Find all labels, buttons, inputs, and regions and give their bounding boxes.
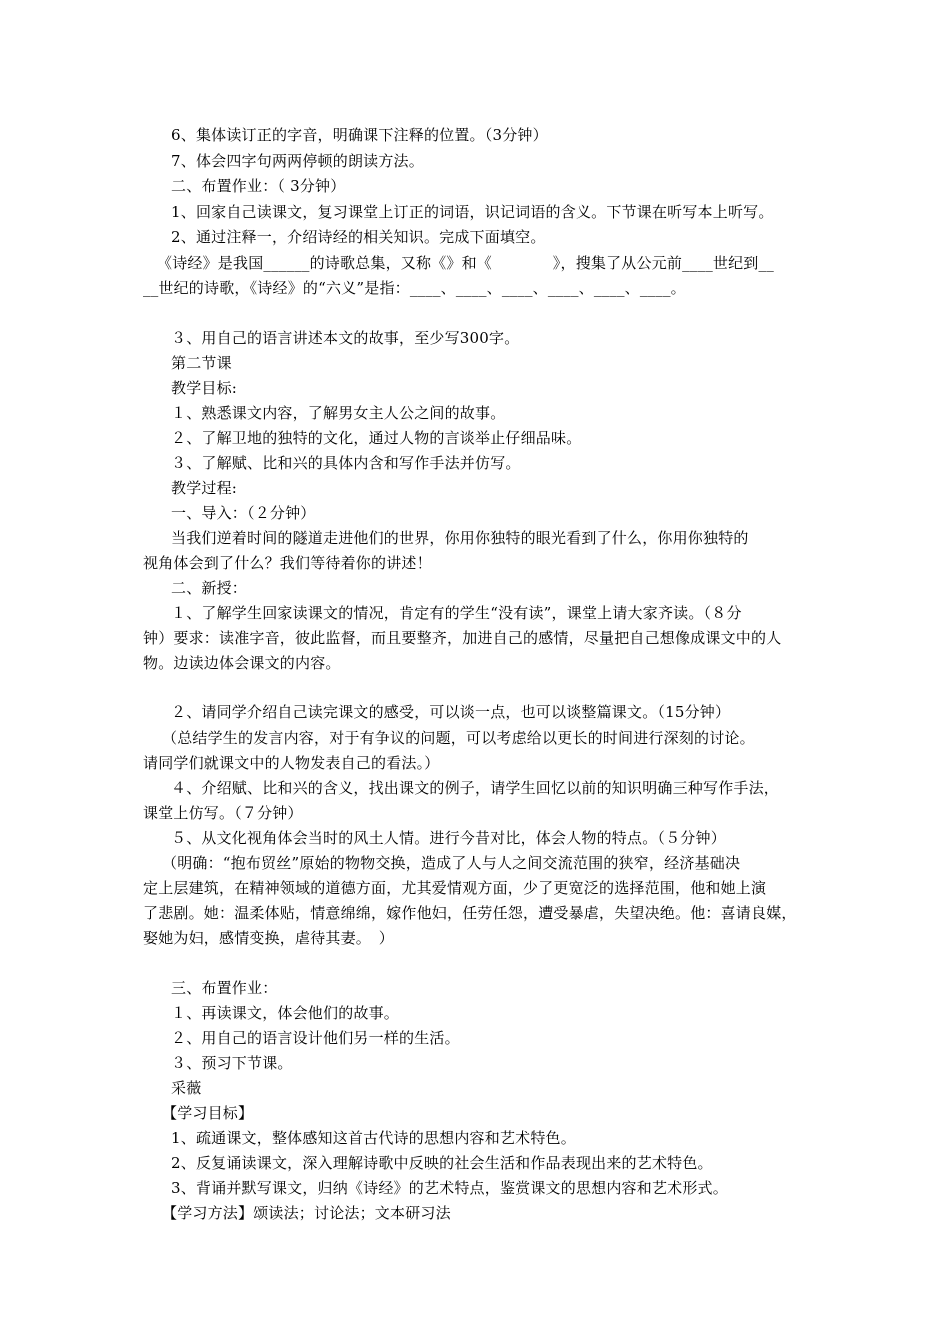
text-line: 三、布置作业：: [171, 979, 278, 997]
text-line: __世纪的诗歌，《诗经》的“六义”是指：____、____、____、____、____、____。: [143, 279, 686, 297]
text-line: 请同学们就课文中的人物发表自己的看法。）: [143, 754, 440, 772]
text-line: 课堂上仿写。（７分钟）: [143, 804, 303, 822]
text-line: １、了解学生回家读课文的情况，肯定有的学生“没有读”，课堂上请大家齐读。（８分: [171, 604, 742, 622]
text-line: 3、背诵并默写课文，归纳《诗经》的艺术特点，鉴赏课文的思想内容和艺术形式。: [171, 1179, 728, 1197]
text-line: 2、通过注释一，介绍诗经的相关知识。完成下面填空。: [171, 228, 546, 246]
text-line: ３、用自己的语言讲述本文的故事，至少写300字。: [171, 329, 520, 347]
text-line: 1、回家自己读课文，复习课堂上订正的词语，识记词语的含义。下节课在听写本上听写。: [171, 203, 774, 221]
text-line: 7、体会四字句两两停顿的朗读方法。: [171, 152, 424, 170]
section-heading: 第二节课: [171, 354, 232, 372]
text-line: ２、请同学介绍自己读完课文的感受，可以谈一点，也可以谈整篇课文。（15分钟）: [171, 703, 731, 721]
text-line: 视角体会到了什么？我们等待着你的讲述！: [143, 554, 432, 572]
text-line: １、再读课文，体会他们的故事。: [171, 1004, 400, 1022]
text-line: 2、反复诵读课文，深入理解诗歌中反映的社会生活和作品表现出来的艺术特色。: [171, 1154, 713, 1172]
text-line: 《诗经》是我国______的诗歌总集，又称《》和《 》，搜集了从公元前____世纪到__: [157, 254, 774, 272]
text-line: 当我们逆着时间的隧道走进他们的世界，你用你独特的眼光看到了什么，你用你独特的: [171, 529, 749, 547]
text-line: （明确：“抱布贸丝”原始的物物交换，造成了人与人之间交流范围的狭窄，经济基础决: [162, 854, 741, 872]
text-line: 娶她为妇，感情变换，虐待其妻。 ）: [143, 929, 394, 947]
text-line: 钟）要求：读准字音，彼此监督，而且要整齐，加进自己的感情，尽量把自己想像成课文中的人: [143, 629, 782, 647]
text-line: ４、介绍赋、比和兴的含义，找出课文的例子，请学生回忆以前的知识明确三种写作手法，: [171, 779, 780, 797]
text-line: ２、了解卫地的独特的文化，通过人物的言谈举止仔细品味。: [171, 429, 582, 447]
text-line: 一、导入：（２分钟）: [171, 504, 316, 522]
text-line: （总结学生的发言内容，对于有争议的问题，可以考虑给以更长的时间进行深刻的讨论。: [162, 729, 755, 747]
text-line: 物。边读边体会课文的内容。: [143, 654, 341, 672]
text-line: 二、布置作业：（ 3分钟）: [171, 177, 346, 195]
text-line: ３、预习下节课。: [171, 1054, 293, 1072]
text-line: 1、疏通课文，整体感知这首古代诗的思想内容和艺术特色。: [171, 1129, 576, 1147]
text-line: ２、用自己的语言设计他们另一样的生活。: [171, 1029, 460, 1047]
text-line: 6、集体读订正的字音，明确课下注释的位置。（3分钟）: [171, 126, 548, 144]
text-line: 教学过程:: [171, 479, 238, 497]
text-line: ５、从文化视角体会当时的风土人情。进行今昔对比，体会人物的特点。（５分钟）: [171, 829, 726, 847]
text-line: 二、新授：: [171, 579, 248, 597]
text-line: １、熟悉课文内容，了解男女主人公之间的故事。: [171, 404, 506, 422]
text-line: ３、了解赋、比和兴的具体内含和写作手法并仿写。: [171, 454, 521, 472]
text-line: 【学习方法】颂读法；讨论法；文本研习法: [162, 1204, 451, 1222]
section-heading: 采薇: [171, 1079, 202, 1097]
text-line: 了悲剧。她：温柔体贴，情意绵绵，嫁作他妇，任劳任怨，遭受暴虐，失望决绝。他：喜请良媒，: [143, 904, 797, 922]
text-line: 定上层建筑，在精神领域的道德方面，尤其爱情观方面，少了更宽泛的选择范围，他和她上演: [143, 879, 767, 897]
text-line: 【学习目标】: [162, 1104, 254, 1122]
text-line: 教学目标:: [171, 379, 238, 397]
